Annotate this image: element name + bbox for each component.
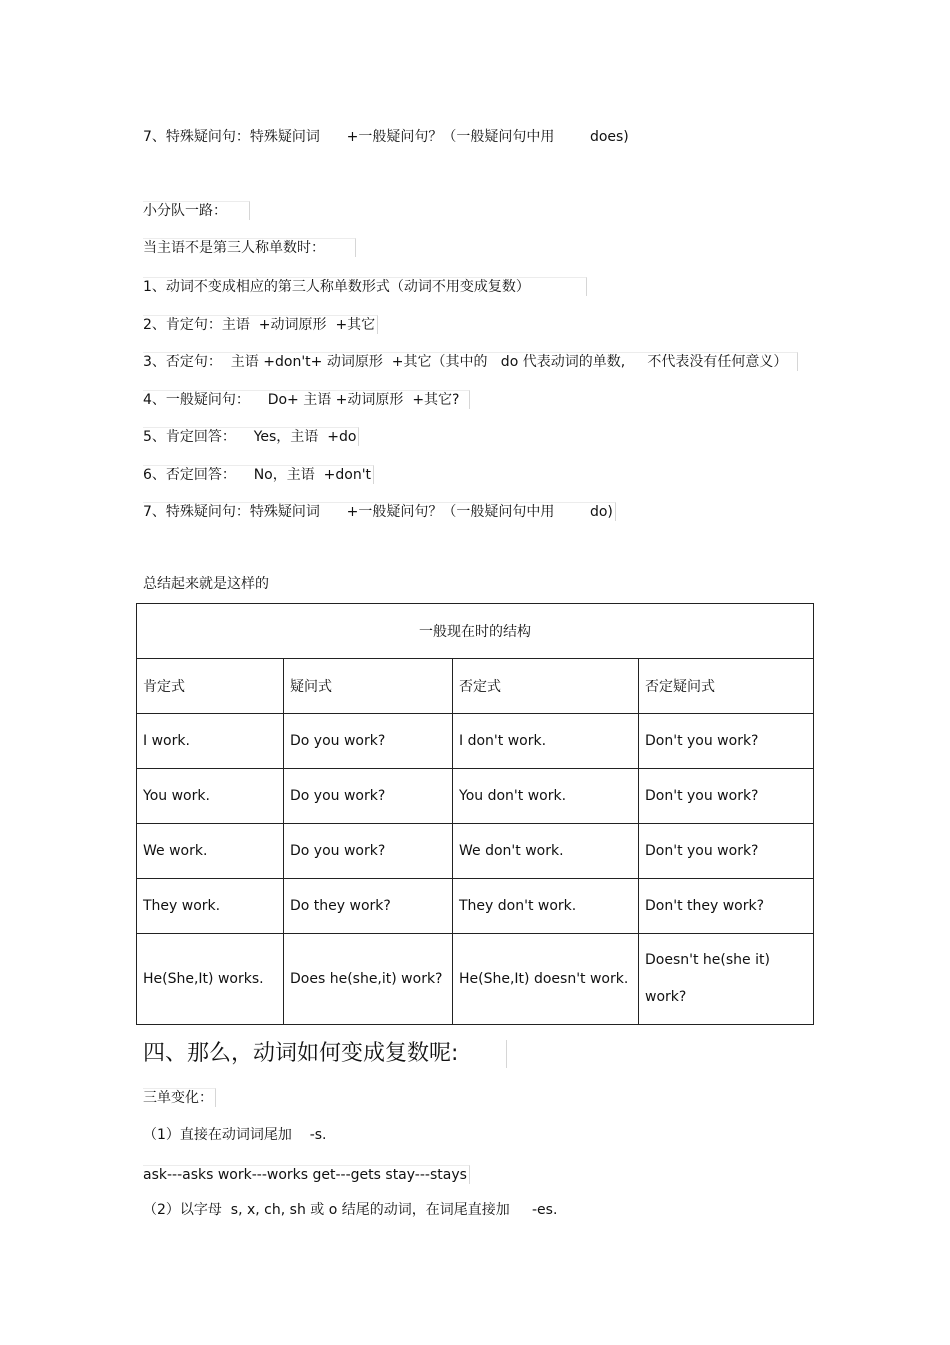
cell-line: Doesn't he(she it) [645, 952, 770, 968]
table-cell: You don't work. [453, 769, 639, 824]
table-cell: You work. [137, 769, 284, 824]
table-cell: Don't you work? [639, 714, 814, 769]
text-line: 三单变化： [143, 1088, 216, 1107]
text-line: （1）直接在动词词尾加 -s. [143, 1127, 327, 1143]
table-cell: We work. [137, 824, 284, 879]
table-cell: He(She,It) works. [137, 934, 284, 1025]
text-line: 3、否定句： 主语 +don't+ 动词原形 +其它（其中的 do 代表动词的单数, 不代表没有任何意义） [143, 352, 798, 371]
table-header-row [137, 659, 814, 714]
table-row [137, 879, 814, 934]
section-heading: 四、那么，动词如何变成复数呢: [143, 1040, 507, 1068]
table-cell: Does he(she,it) work? [284, 934, 453, 1025]
table-cell: We don't work. [453, 824, 639, 879]
text-line: 小分队一路： [143, 201, 250, 220]
text-line: 当主语不是第三人称单数时： [143, 238, 356, 257]
table-cell: Don't you work? [639, 824, 814, 879]
table-cell: I don't work. [453, 714, 639, 769]
table-row [137, 934, 814, 1025]
table-cell: They don't work. [453, 879, 639, 934]
table-title-row [137, 604, 814, 659]
text-line: 4、一般疑问句： Do+ 主语 +动词原形 +其它? [143, 390, 470, 409]
column-header: 否定式 [453, 659, 639, 714]
text-line: 5、肯定回答： Yes，主语 +do [143, 427, 359, 446]
table-cell: Don't you work? [639, 769, 814, 824]
table-row [137, 769, 814, 824]
text-line: 6、否定回答： No，主语 +don't [143, 465, 374, 484]
text-line: 7、特殊疑问句：特殊疑问词 +一般疑问句？（一般疑问句中用 does) [143, 129, 629, 145]
table-cell [639, 934, 814, 1025]
text-line: 总结起来就是这样的 [143, 576, 269, 592]
tense-structure-table [136, 603, 814, 1025]
text-line: ask---asks work---works get---gets stay---stays [143, 1165, 470, 1184]
column-header: 疑问式 [284, 659, 453, 714]
table-cell: I work. [137, 714, 284, 769]
table-cell: They work. [137, 879, 284, 934]
table-cell: Do you work? [284, 824, 453, 879]
text-line: （2）以字母 s, x, ch, sh 或 o 结尾的动词，在词尾直接加 -es. [143, 1202, 558, 1218]
table-cell: Don't they work? [639, 879, 814, 934]
table-row [137, 714, 814, 769]
table-row [137, 824, 814, 879]
text-line: 1、动词不变成相应的第三人称单数形式（动词不用变成复数） [143, 277, 587, 296]
text-line: 7、特殊疑问句：特殊疑问词 +一般疑问句？（一般疑问句中用 do) [143, 502, 616, 521]
table-cell: He(She,It) doesn't work. [453, 934, 639, 1025]
table-cell: Do they work? [284, 879, 453, 934]
text-line: 2、肯定句：主语 +动词原形 +其它 [143, 315, 378, 334]
column-header: 否定疑问式 [639, 659, 814, 714]
cell-line: work? [645, 989, 687, 1005]
table-cell: Do you work? [284, 769, 453, 824]
column-header: 肯定式 [137, 659, 284, 714]
table-cell: Do you work? [284, 714, 453, 769]
table-title: 一般现在时的结构 [137, 604, 814, 659]
